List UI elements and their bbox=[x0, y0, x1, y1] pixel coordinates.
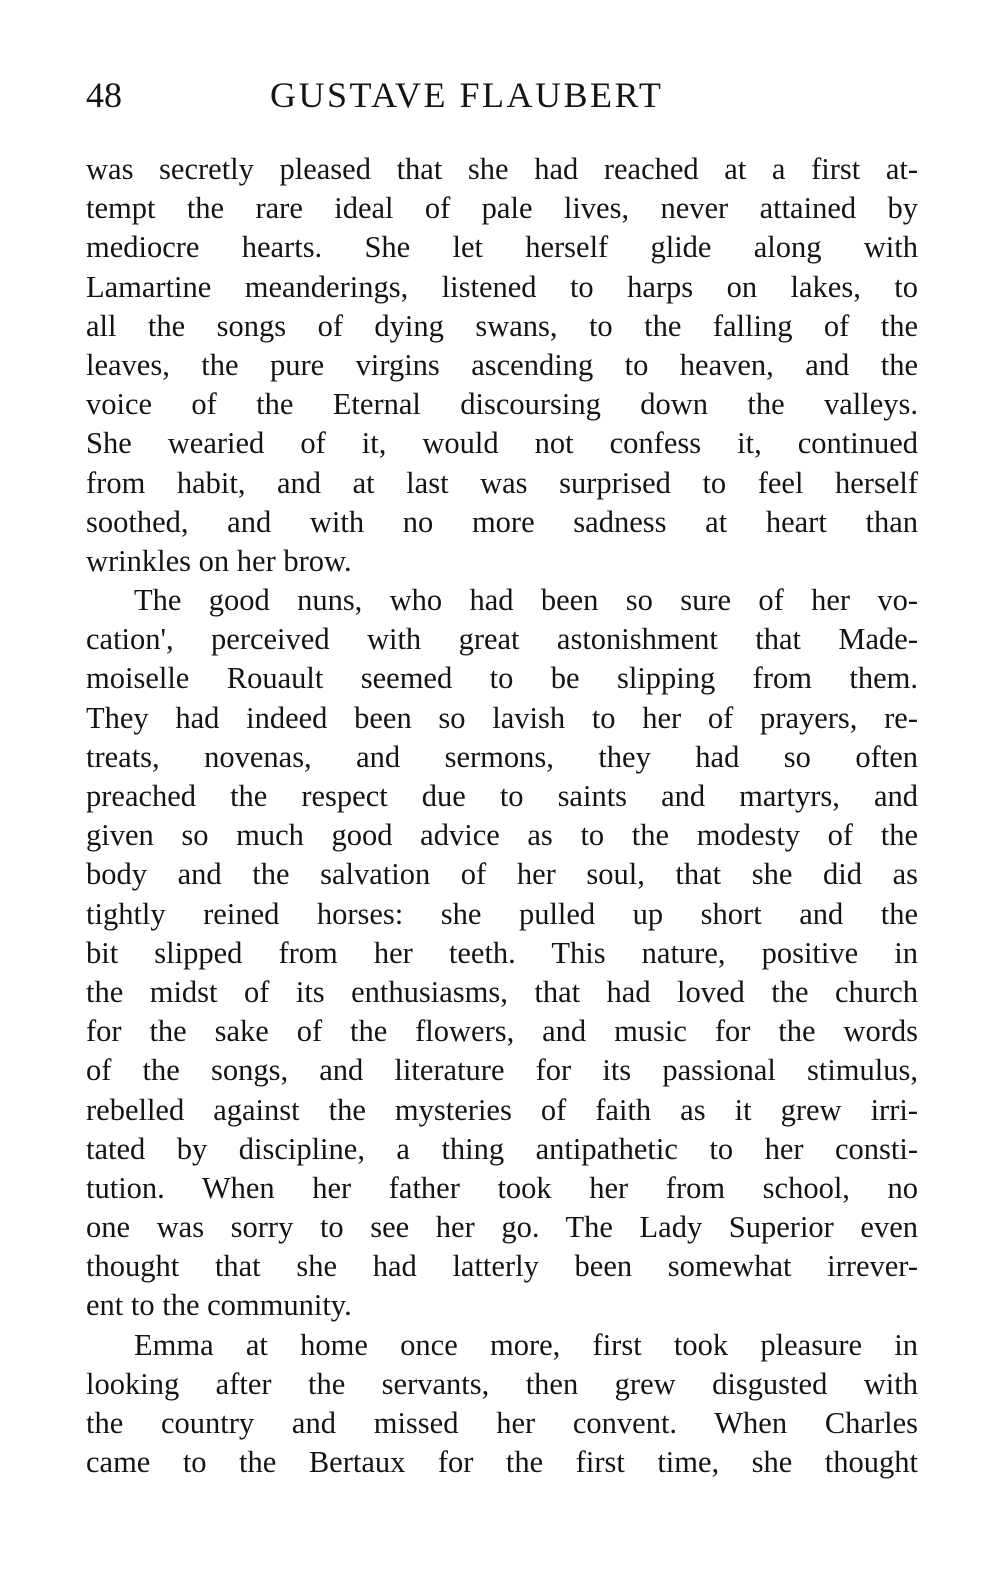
text-line: They had indeed been so lavish to her of prayers, re- bbox=[86, 700, 918, 735]
text-line: for the sake of the flowers, and music for the words bbox=[86, 1014, 918, 1049]
paragraph-end-line: ent to the community. bbox=[86, 1288, 352, 1323]
text-line: leaves, the pure virgins ascending to heaven, and the bbox=[86, 347, 918, 382]
text-line: one was sorry to see her go. The Lady Superior even bbox=[86, 1210, 918, 1245]
paragraph-start-line: The good nuns, who had been so sure of her vo- bbox=[134, 583, 918, 618]
text-line: soothed, and with no more sadness at heart than bbox=[86, 504, 918, 539]
text-line: of the songs, and literature for its passional stimulus, bbox=[86, 1053, 918, 1088]
text-line: the midst of its enthusiasms, that had loved the church bbox=[86, 974, 918, 1009]
paragraph-start-line: Emma at home once more, first took pleasure in bbox=[134, 1327, 918, 1362]
text-line: tempt the rare ideal of pale lives, never attained by bbox=[86, 191, 918, 226]
text-line: rebelled against the mysteries of faith as it grew irri- bbox=[86, 1092, 918, 1127]
text-line: came to the Bertaux for the first time, she thought bbox=[86, 1445, 918, 1480]
text-line: She wearied of it, would not confess it, continued bbox=[86, 426, 918, 461]
text-line: from habit, and at last was surprised to feel herself bbox=[86, 465, 918, 500]
text-line: mediocre hearts. She let herself glide along with bbox=[86, 230, 918, 265]
text-line: all the songs of dying swans, to the falling of the bbox=[86, 308, 918, 343]
text-line: Lamartine meanderings, listened to harps on lakes, to bbox=[86, 269, 918, 304]
text-line: cation', perceived with great astonishment that Made- bbox=[86, 622, 918, 657]
text-line: given so much good advice as to the modesty of the bbox=[86, 818, 918, 853]
text-line: was secretly pleased that she had reached at a first at- bbox=[86, 152, 918, 186]
text-line: moiselle Rouault seemed to be slipping from them. bbox=[86, 661, 918, 696]
page-number: 48 bbox=[86, 75, 122, 115]
text-line: preached the respect due to saints and martyrs, and bbox=[86, 779, 918, 813]
text-line: body and the salvation of her soul, that she did as bbox=[86, 857, 918, 892]
text-line: tution. When her father took her from school, no bbox=[86, 1170, 918, 1205]
body-text bbox=[86, 150, 918, 1482]
text-line: tightly reined horses: she pulled up short and the bbox=[86, 896, 918, 931]
text-line: the country and missed her convent. When Charles bbox=[86, 1406, 918, 1440]
text-line: tated by discipline, a thing antipathetic to her consti- bbox=[86, 1131, 918, 1166]
running-title: GUSTAVE FLAUBERT bbox=[270, 75, 664, 115]
paragraph-end-line: wrinkles on her brow. bbox=[86, 543, 352, 578]
text-line: thought that she had latterly been somewhat irrever- bbox=[86, 1249, 918, 1284]
running-head bbox=[86, 70, 920, 120]
text-line: bit slipped from her teeth. This nature, positive in bbox=[86, 935, 918, 970]
text-line: voice of the Eternal discoursing down the valleys. bbox=[86, 387, 918, 422]
text-line: treats, novenas, and sermons, they had so often bbox=[86, 739, 918, 774]
text-line: looking after the servants, then grew disgusted with bbox=[86, 1366, 918, 1401]
